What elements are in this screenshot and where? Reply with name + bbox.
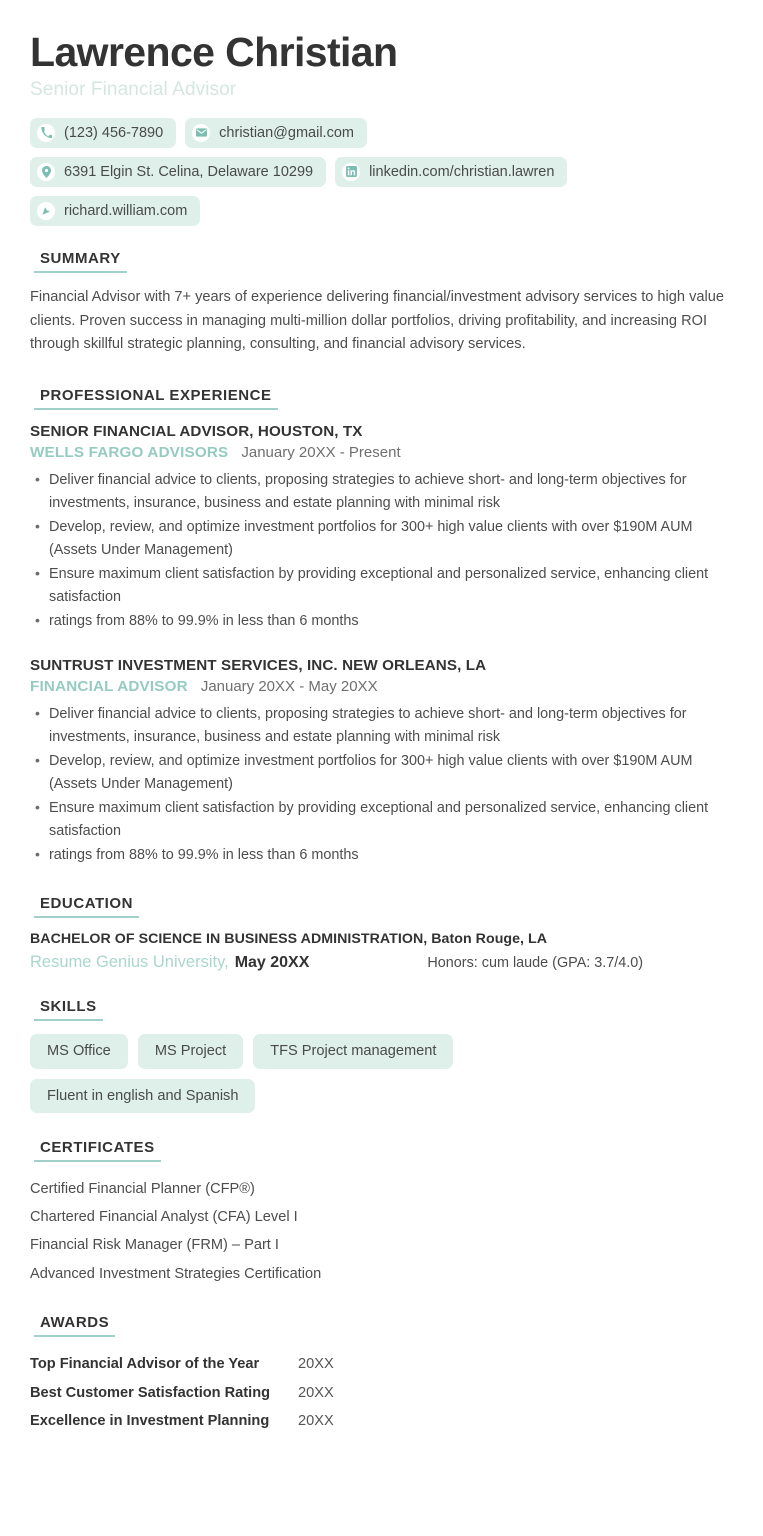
graduation-date: May 20XX [234, 954, 310, 972]
contact-pill-website[interactable] [30, 196, 200, 226]
school-name: Resume Genius University, [30, 953, 229, 972]
award-item [30, 1407, 735, 1435]
contact-row [30, 118, 735, 148]
award-year: 20XX [298, 1384, 334, 1401]
website-url: richard.william.com [64, 202, 188, 219]
section-skills [30, 998, 735, 1112]
job-meta [30, 678, 735, 695]
company-name: FINANCIAL ADVISOR [30, 678, 188, 696]
job-bullet: • Develop, review, and optimize investment portfolios for 300+ high value clients with over $190M AUM (Assets Under Management) [30, 516, 735, 562]
contact-pill-linkedin[interactable] [335, 157, 567, 187]
job-title: SUNTRUST INVESTMENT SERVICES, INC. NEW ORLEANS, LA [30, 657, 487, 675]
linkedin-url: linkedin.com/christian.lawren [369, 163, 555, 180]
job-bullet: • Ensure maximum client satisfaction by providing exceptional and personalized service, enhancing client satisfaction [30, 563, 735, 609]
award-year: 20XX [298, 1356, 334, 1373]
phone-icon [37, 124, 55, 142]
certificate-item: Financial Risk Manager (FRM) – Part I [30, 1237, 279, 1254]
location-pin-icon [37, 163, 55, 181]
award-name: Top Financial Advisor of the Year [30, 1356, 260, 1373]
job-bullet: • Deliver financial advice to clients, proposing strategies to achieve short- and long-term objectives for investments, insurance, business and estate planning with minimal risk [30, 469, 735, 515]
education-school-date [30, 953, 309, 972]
experience-entry [30, 657, 735, 867]
skill-pill[interactable]: MS Project [138, 1034, 243, 1068]
street-address: 6391 Elgin St. Celina, Delaware 10299 [64, 163, 314, 180]
candidate-name: Lawrence Christian [30, 29, 398, 75]
contact-row [30, 196, 735, 226]
job-bullet-list [30, 703, 735, 867]
award-name: Excellence in Investment Planning [30, 1413, 270, 1430]
award-name: Best Customer Satisfaction Rating [30, 1384, 271, 1401]
job-bullet: • ratings from 88% to 99.9% in less than 6 months [30, 844, 735, 867]
section-certificates [30, 1139, 735, 1289]
phone-number: (123) 456-7890 [64, 124, 164, 141]
email-address: christian@gmail.com [219, 124, 354, 141]
job-title: SENIOR FINANCIAL ADVISOR, HOUSTON, TX [30, 422, 363, 440]
section-heading-skills: SKILLS [34, 998, 103, 1021]
job-bullet: • Ensure maximum client satisfaction by providing exceptional and personalized service, enhancing client satisfaction [30, 797, 735, 843]
job-bullet: • Deliver financial advice to clients, proposing strategies to achieve short- and long-term objectives for investments, insurance, business and estate planning with minimal risk [30, 703, 735, 749]
job-bullet-list [30, 469, 735, 633]
section-awards [30, 1314, 735, 1435]
skill-row [30, 1034, 735, 1068]
award-item [30, 1379, 735, 1407]
section-heading-education: EDUCATION [34, 895, 139, 918]
certificate-item: Certified Financial Planner (CFP®) [30, 1180, 255, 1197]
section-experience [30, 387, 735, 868]
job-bullet: • Develop, review, and optimize investment portfolios for 300+ high value clients with over $190M AUM (Assets Under Management) [30, 750, 735, 796]
job-meta [30, 444, 735, 461]
candidate-job-title: Senior Financial Advisor [30, 78, 237, 100]
certificate-item: Advanced Investment Strategies Certification [30, 1265, 322, 1282]
award-year: 20XX [298, 1413, 334, 1430]
section-education [30, 895, 735, 972]
section-summary [30, 250, 735, 357]
employment-dates: January 20XX - Present [241, 443, 401, 461]
skill-pill[interactable]: TFS Project management [253, 1034, 453, 1068]
education-honors: Honors: cum laude (GPA: 3.7/4.0) [427, 955, 644, 972]
skill-row [30, 1079, 735, 1113]
skill-pill[interactable]: MS Office [30, 1034, 128, 1068]
job-bullet: • ratings from 88% to 99.9% in less than 6 months [30, 610, 735, 633]
awards-list [30, 1350, 735, 1435]
skills-list [30, 1034, 735, 1112]
certificates-list [30, 1175, 735, 1289]
linkedin-icon [342, 163, 360, 181]
experience-entry [30, 423, 735, 633]
degree-title: BACHELOR OF SCIENCE IN BUSINESS ADMINISTRATION, Baton Rouge, LA [30, 931, 548, 948]
education-detail-row [30, 953, 735, 972]
contact-row [30, 157, 735, 187]
skill-pill[interactable]: Fluent in english and Spanish [30, 1079, 255, 1113]
email-icon [192, 124, 210, 142]
resume-header [30, 30, 735, 101]
contact-pill-address[interactable] [30, 157, 326, 187]
award-item [30, 1350, 735, 1378]
section-heading-experience: PROFESSIONAL EXPERIENCE [34, 387, 278, 410]
contact-pill-phone[interactable] [30, 118, 176, 148]
summary-text: Financial Advisor with 7+ years of experience delivering financial/investment advisory services to high value clients. Proven success in managing multi-million dollar portfolios, driving profitability, and increasing ROI through skillful strategic planning, consulting, and financial advisory services. [30, 288, 724, 353]
section-heading-certificates: CERTIFICATES [34, 1139, 161, 1162]
contact-pill-email[interactable] [185, 118, 367, 148]
contact-info [30, 118, 735, 226]
certificate-item: Chartered Financial Analyst (CFA) Level I [30, 1209, 298, 1226]
employment-dates: January 20XX - May 20XX [200, 678, 378, 696]
website-cursor-icon [37, 202, 55, 220]
section-heading-awards: AWARDS [34, 1314, 115, 1337]
company-name: WELLS FARGO ADVISORS [30, 443, 229, 461]
section-heading-summary: SUMMARY [34, 250, 127, 273]
